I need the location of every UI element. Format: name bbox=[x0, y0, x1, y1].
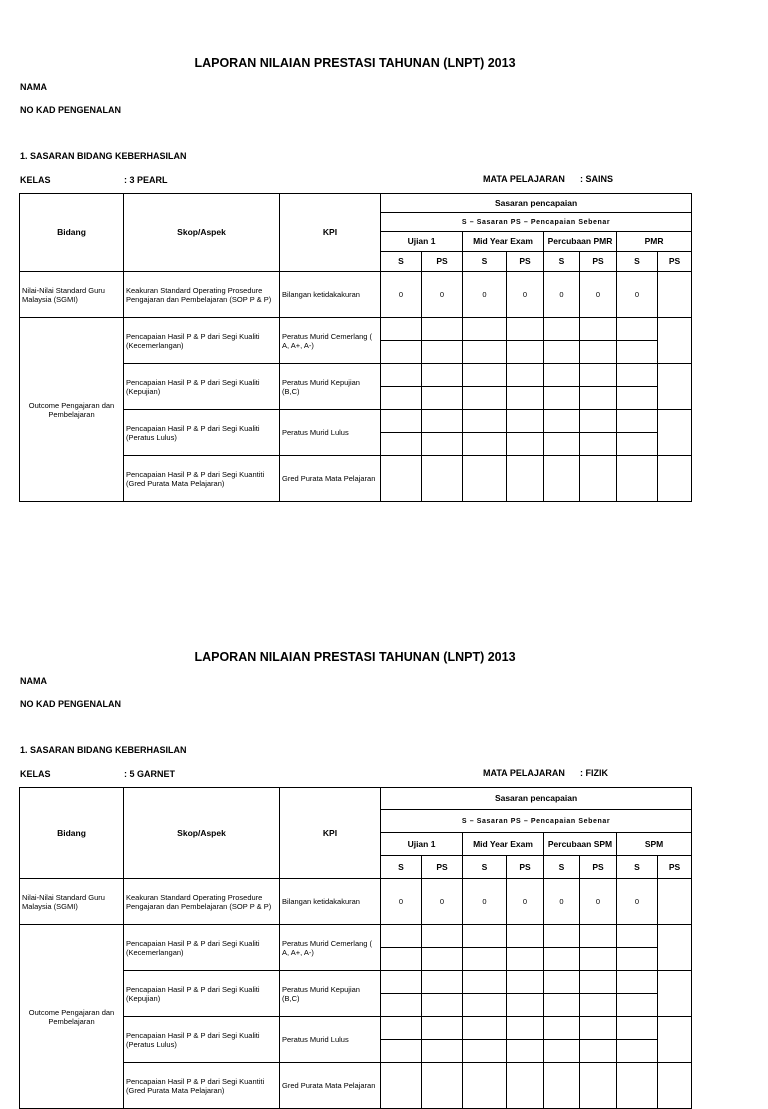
mata-label: MATA PELAJARAN bbox=[483, 768, 565, 778]
col-s: S bbox=[617, 252, 658, 272]
group-final: SPM bbox=[617, 833, 692, 856]
group-percubaan: Percubaan SPM bbox=[544, 833, 617, 856]
value-cell: 0 bbox=[422, 272, 463, 318]
value-cell: 0 bbox=[463, 272, 507, 318]
col-ps: PS bbox=[580, 856, 617, 879]
kpi-cemerlang: Peratus Murid Cemerlang ( A, A+, A-) bbox=[280, 318, 381, 364]
group-ujian: Ujian 1 bbox=[381, 833, 463, 856]
value-cell: 0 bbox=[544, 272, 580, 318]
report-title: LAPORAN NILAIAN PRESTASI TAHUNAN (LNPT) 2013 bbox=[194, 650, 516, 664]
sgm-kpi: Bilangan ketidakakuran bbox=[280, 272, 381, 318]
kpi-gred: Gred Purata Mata Pelajaran bbox=[280, 456, 381, 502]
header-skop: Skop/Aspek bbox=[124, 788, 280, 879]
col-ps: PS bbox=[658, 856, 692, 879]
target-table bbox=[19, 193, 692, 502]
sgm-bidang: Nilai-Nilai Standard Guru Malaysia (SGMI) bbox=[20, 272, 124, 318]
nama-label: NAMA bbox=[20, 676, 47, 686]
kpi-cemerlang: Peratus Murid Cemerlang ( A, A+, A-) bbox=[280, 925, 381, 971]
skop-kuantiti: Pencapaian Hasil P & P dari Segi Kuantiti (Gred Purata Mata Pelajaran) bbox=[124, 1063, 280, 1109]
col-s: S bbox=[463, 856, 507, 879]
group-mid-year: Mid Year Exam bbox=[463, 833, 544, 856]
kelas-label: KELAS bbox=[20, 769, 51, 779]
kad-label: NO KAD PENGENALAN bbox=[20, 105, 122, 115]
skop-kepujian: Pencapaian Hasil P & P dari Segi Kualiti (Kepujian) bbox=[124, 971, 280, 1017]
target-table bbox=[19, 787, 692, 1109]
col-s: S bbox=[617, 856, 658, 879]
col-s: S bbox=[544, 856, 580, 879]
header-kpi: KPI bbox=[280, 194, 381, 272]
value-cell: 0 bbox=[580, 272, 617, 318]
value-cell: 0 bbox=[617, 879, 658, 925]
mata-value: : FIZIK bbox=[580, 768, 608, 778]
skop-kepujian: Pencapaian Hasil P & P dari Segi Kualiti (Kepujian) bbox=[124, 364, 280, 410]
section-heading: 1. SASARAN BIDANG KEBERHASILAN bbox=[20, 745, 187, 755]
kelas-value: : 3 PEARL bbox=[124, 175, 168, 185]
table-row bbox=[20, 925, 692, 948]
kad-label: NO KAD PENGENALAN bbox=[20, 699, 122, 709]
col-s: S bbox=[463, 252, 507, 272]
col-s: S bbox=[544, 252, 580, 272]
header-kpi: KPI bbox=[280, 788, 381, 879]
value-cell: 0 bbox=[381, 879, 422, 925]
report-title: LAPORAN NILAIAN PRESTASI TAHUNAN (LNPT) 2013 bbox=[194, 56, 516, 70]
kpi-kepujian: Peratus Murid Kepujian (B,C) bbox=[280, 971, 381, 1017]
kelas-value: : 5 GARNET bbox=[124, 769, 176, 779]
value-cell: 0 bbox=[544, 879, 580, 925]
group-final: PMR bbox=[617, 232, 692, 252]
skop-lulus: Pencapaian Hasil P & P dari Segi Kualiti (Peratus Lulus) bbox=[124, 1017, 280, 1063]
kpi-lulus: Peratus Murid Lulus bbox=[280, 1017, 381, 1063]
value-cell: 0 bbox=[381, 272, 422, 318]
header-sasaran: Sasaran pencapaian bbox=[381, 788, 692, 810]
skop-lulus: Pencapaian Hasil P & P dari Segi Kualiti (Peratus Lulus) bbox=[124, 410, 280, 456]
group-percubaan: Percubaan PMR bbox=[544, 232, 617, 252]
empty-cell bbox=[658, 879, 692, 925]
value-cell: 0 bbox=[507, 879, 544, 925]
outcome-bidang: Outcome Pengajaran dan Pembelajaran bbox=[20, 925, 124, 1109]
group-ujian: Ujian 1 bbox=[381, 232, 463, 252]
group-mid-year: Mid Year Exam bbox=[463, 232, 544, 252]
table-row bbox=[20, 318, 692, 341]
nama-label: NAMA bbox=[20, 82, 47, 92]
value-cell: 0 bbox=[580, 879, 617, 925]
empty-cell bbox=[658, 272, 692, 318]
kelas-label: KELAS bbox=[20, 175, 51, 185]
empty-cell bbox=[658, 410, 692, 456]
col-s: S bbox=[381, 856, 422, 879]
col-s: S bbox=[381, 252, 422, 272]
empty-cell bbox=[658, 318, 692, 364]
section-heading: 1. SASARAN BIDANG KEBERHASILAN bbox=[20, 151, 187, 161]
sgm-skop: Keakuran Standard Operating Prosedure Pengajaran dan Pembelajaran (SOP P & P) bbox=[124, 879, 280, 925]
header-legend: S – Sasaran PS – Pencapaian Sebenar bbox=[381, 810, 692, 833]
mata-label: MATA PELAJARAN bbox=[483, 174, 565, 184]
empty-cell bbox=[658, 925, 692, 971]
header-skop: Skop/Aspek bbox=[124, 194, 280, 272]
kpi-gred: Gred Purata Mata Pelajaran bbox=[280, 1063, 381, 1109]
kpi-kepujian: Peratus Murid Kepujian (B,C) bbox=[280, 364, 381, 410]
skop-kecemerlangan: Pencapaian Hasil P & P dari Segi Kualiti (Kecemerlangan) bbox=[124, 318, 280, 364]
value-cell: 0 bbox=[507, 272, 544, 318]
sgm-bidang: Nilai-Nilai Standard Guru Malaysia (SGMI) bbox=[20, 879, 124, 925]
col-ps: PS bbox=[658, 252, 692, 272]
col-ps: PS bbox=[507, 856, 544, 879]
outcome-bidang: Outcome Pengajaran dan Pembelajaran bbox=[20, 318, 124, 502]
sgm-kpi: Bilangan ketidakakuran bbox=[280, 879, 381, 925]
empty-cell bbox=[658, 364, 692, 410]
header-bidang: Bidang bbox=[20, 194, 124, 272]
sgm-skop: Keakuran Standard Operating Prosedure Pengajaran dan Pembelajaran (SOP P & P) bbox=[124, 272, 280, 318]
skop-kuantiti: Pencapaian Hasil P & P dari Segi Kuantiti (Gred Purata Mata Pelajaran) bbox=[124, 456, 280, 502]
col-ps: PS bbox=[422, 252, 463, 272]
header-bidang: Bidang bbox=[20, 788, 124, 879]
value-cell: 0 bbox=[463, 879, 507, 925]
header-legend: S – Sasaran PS – Pencapaian Sebenar bbox=[381, 213, 692, 232]
table-row bbox=[20, 272, 692, 318]
empty-cell bbox=[658, 971, 692, 1017]
table-row bbox=[20, 879, 692, 925]
col-ps: PS bbox=[422, 856, 463, 879]
col-ps: PS bbox=[580, 252, 617, 272]
empty-cell bbox=[658, 1017, 692, 1063]
kpi-lulus: Peratus Murid Lulus bbox=[280, 410, 381, 456]
header-sasaran: Sasaran pencapaian bbox=[381, 194, 692, 213]
mata-value: : SAINS bbox=[580, 174, 614, 184]
col-ps: PS bbox=[507, 252, 544, 272]
value-cell: 0 bbox=[617, 272, 658, 318]
value-cell: 0 bbox=[422, 879, 463, 925]
skop-kecemerlangan: Pencapaian Hasil P & P dari Segi Kualiti (Kecemerlangan) bbox=[124, 925, 280, 971]
